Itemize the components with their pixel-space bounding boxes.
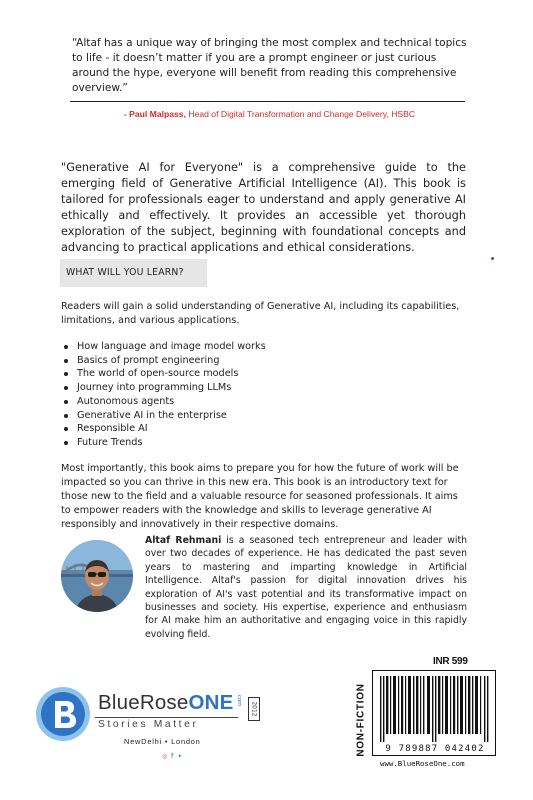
- publisher-website[interactable]: www.BlueRoseOne.com: [380, 759, 465, 768]
- testimonial-quote: “Altaf has a unique way of bringing the most complex and technical topics to life - it doesn’t matter if you are a prompt engineer or just curious around the hype, everyone will benefit from reading this comprehensive overview.”: [72, 37, 467, 94]
- learn-summary: Readers will gain a solid understanding of Generative AI, including its capabilities, limitations, and various applications.: [61, 301, 460, 326]
- publisher-cities: NewDelhi • London: [124, 737, 201, 746]
- decorative-dot: [491, 257, 494, 260]
- publisher-since-box: [248, 697, 260, 721]
- publisher-since: 2012: [250, 701, 258, 717]
- isbn-barcode: [380, 676, 490, 742]
- learn-list-item: Responsible AI: [61, 422, 361, 436]
- genre-label: [354, 676, 368, 764]
- learn-list-item: Generative AI in the enterprise: [61, 409, 361, 423]
- author-bio: [145, 534, 467, 641]
- author-portrait-illustration: [61, 540, 133, 612]
- publisher-name-part1: BlueRose: [98, 691, 189, 714]
- learn-list-item: Journey into programming LLMs: [61, 381, 361, 395]
- publisher-divider: [95, 717, 238, 718]
- learn-list-item: The world of open-source models: [61, 367, 361, 381]
- closing-paragraph: Most importantly, this book aims to prepare you for how the future of work will be impacted so you can thrive in this new era. This book is an introductory text for those new to the field and a valuable resource for seasoned professionals. It aims to empower readers with the knowledge and skills to leverage generative AI responsibly and innovatively in their respective domains.: [61, 463, 459, 530]
- publisher-tagline: Stories Matter: [98, 719, 199, 730]
- author-photo: [61, 540, 133, 612]
- price-label: INR 599: [433, 656, 468, 667]
- testimonial-author: - Paul Malpass,: [123, 109, 186, 119]
- publisher-name-part2: ONE: [188, 691, 234, 714]
- learn-list: [61, 340, 361, 450]
- learn-heading: WHAT WILL YOU LEARN?: [66, 267, 184, 278]
- learn-list-item: Future Trends: [61, 436, 361, 450]
- learn-list-item: Basics of prompt engineering: [61, 354, 361, 368]
- book-description: "Generative AI for Everyone" is a comprehensive guide to the emerging field of Generative Artificial Intelligence (AI). This book is tailored for professionals eager to understand and apply generative AI ethically and effectively. It provides an accessible yet thorough exploration of the subject, beginning with foundational concepts and advancing to practical applications and ethical considerations.: [61, 161, 466, 254]
- facebook-icon[interactable]: f: [171, 753, 175, 760]
- learn-list-item: Autonomous agents: [61, 395, 361, 409]
- publisher-dotcom: .com: [236, 693, 242, 707]
- testimonial-role: Head of Digital Transformation and Change Delivery, HSBC: [188, 109, 416, 119]
- genre-text: NON-FICTION: [355, 683, 367, 757]
- learn-list-item: How language and image model works: [61, 340, 361, 354]
- social-icons: [162, 753, 183, 760]
- learn-heading-box: [60, 259, 207, 287]
- author-bio-text: is a seasoned tech entrepreneur and leader with over two decades of experience. He has dedicated the past seven years to mastering and imparting knowledge in Artificial Intelligence. Altaf's passion for digital innovation drives his exploration of AI's vast potential and its transformative impact on businesses and society. His expertise, experience and enthusiasm for AI make him an authoritative and engaging voice in this rapidly evolving field.: [145, 535, 467, 640]
- bluerose-logo-icon: [35, 686, 91, 742]
- author-name: Altaf Rehmani: [145, 535, 222, 546]
- testimonial-attribution: [72, 109, 467, 119]
- instagram-icon[interactable]: ◎: [162, 753, 169, 760]
- quote-divider: [70, 101, 465, 102]
- publisher-name: [98, 691, 234, 715]
- isbn-digits: 9 789887 042402: [385, 744, 485, 754]
- twitter-icon[interactable]: ✦: [177, 753, 184, 760]
